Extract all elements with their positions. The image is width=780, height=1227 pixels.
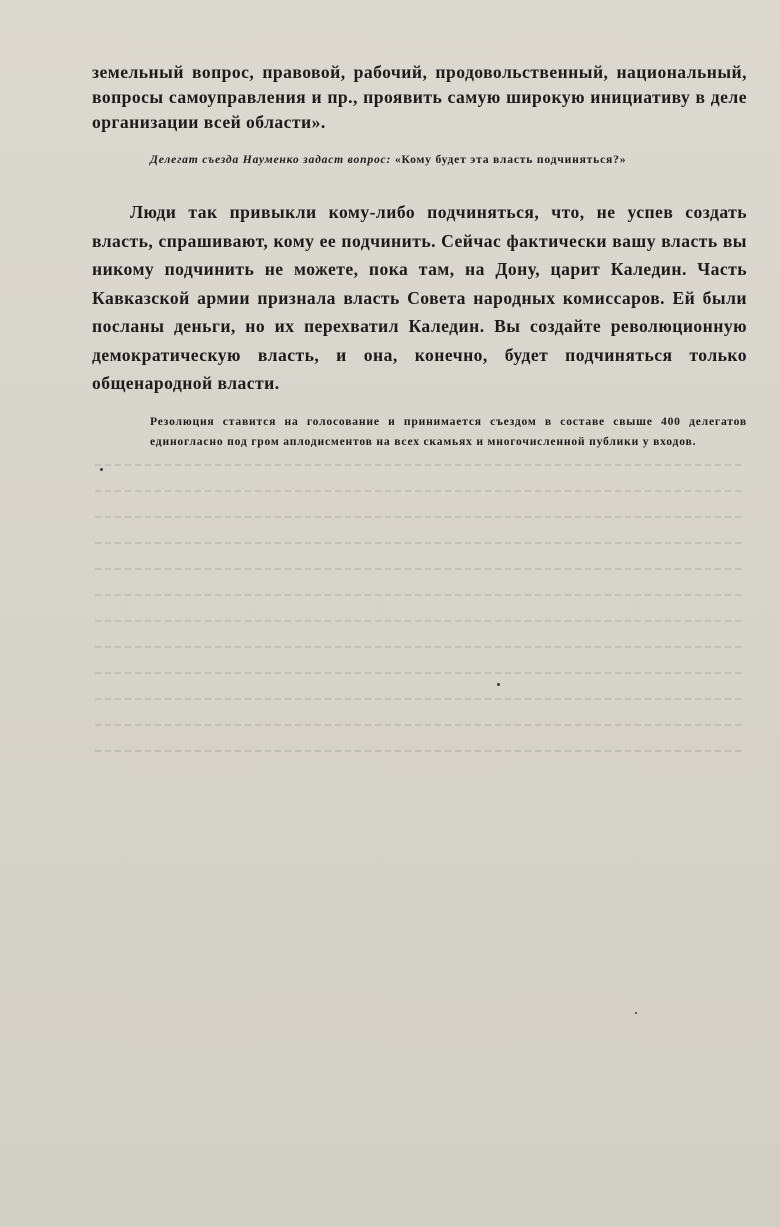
resolution-note: Резолюция ставится на голосование и принимается съездом в составе свыше 400 делегатов единогласно под гром аплодисментов на всех скамьях и многочисленной публики у входов. xyxy=(150,415,747,448)
print-speck xyxy=(635,1012,637,1014)
note-quote: «Кому будет эта власть подчиняться?» xyxy=(394,153,627,166)
note-speaker-lead: Делегат съезда Науменко задаст вопрос: xyxy=(150,153,392,166)
paragraph-main: Люди так привыкли кому-либо подчиняться, что, не успев создать власть, спрашивают, кому ее подчинить. Сейчас фактически вашу власть вы никому подчинить не можете, пока там, на Дону, царит Каледин. Часть Кавказской армии признала власть Совета народных комиссаров. Ей были посланы деньги, но их перехватил Каледин. Вы создайте революционную демократическую власть, и она, конечно, будет подчиняться только общенародной власти. xyxy=(92,202,747,393)
paragraph-continuation: земельный вопрос, правовой, рабочий, продовольственный, национальный, вопросы самоуправления и пр., проявить самую широкую инициативу в деле организации всей области». xyxy=(92,62,747,132)
delegate-question-note xyxy=(150,150,747,170)
print-speck xyxy=(100,468,103,471)
print-speck xyxy=(497,683,500,686)
bleed-through-text xyxy=(95,440,745,740)
